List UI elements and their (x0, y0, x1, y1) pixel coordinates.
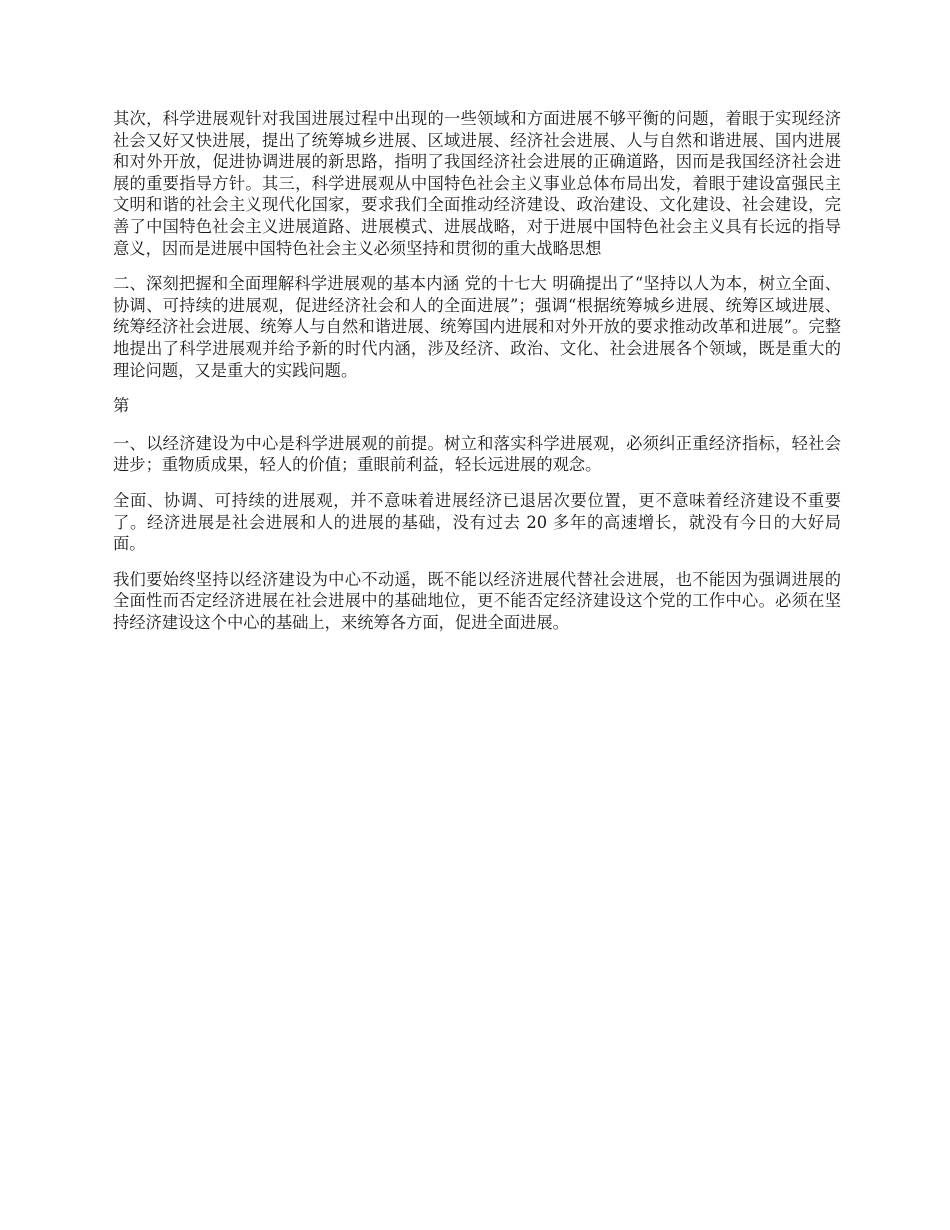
paragraph-scientific-outlook-significance: 其次，科学进展观针对我国进展过程中出现的一些领域和方面进展不够平衡的问题，着眼于实现经济社会又好又快进展，提出了统筹城乡进展、区域进展、经济社会进展、人与自然和谐进展、国内进展和对外开放，促进协调进展的新思路，指明了我国经济社会进展的正确道路，因而是我国经济社会进展的重要指导方针。其三，科学进展观从中国特色社会主义事业总体布局出发，着眼于建设富强民主文明和谐的社会主义现代化国家，要求我们全面推动经济建设、政治建设、文化建设、社会建设，完善了中国特色社会主义进展道路、进展模式、进展战略，对于进展中国特色社会主义具有长远的指导意义，因而是进展中国特色社会主义必须坚持和贯彻的重大战略思想 (113, 109, 841, 258)
paragraph-adhere-to-center: 我们要始终坚持以经济建设为中心不动遥，既不能以经济进展代替社会进展，也不能因为强调进展的全面性而否定经济进展在社会进展中的基础地位，更不能否定经济建设这个党的工作中心。必须在坚持经济建设这个中心的基础上，来统筹各方面，促进全面进展。 (113, 569, 841, 632)
paragraph-basic-connotation: 二、深刻把握和全面理解科学进展观的基本内涵 党的十七大 明确提出了“坚持以人为本，树立全面、协调、可持续的进展观，促进经济社会和人的全面进展”；强调“根据统筹城乡进展、统筹区域进展、统筹经济社会进展、统筹人与自然和谐进展、统筹国内进展和对外开放的要求推动改革和进展”。完整地提出了科学进展观并给予新的时代内涵，涉及经济、政治、文化、社会进展各个领域，既是重大的理论问题，又是重大的实践问题。 (113, 274, 841, 380)
paragraph-development-view: 全面、协调、可持续的进展观，并不意味着进展经济已退居次要位置，更不意味着经济建设不重要了。经济进展是社会进展和人的进展的基础，没有过去 20 多年的高速增长，就没有今日的大好局面。 (113, 490, 841, 554)
paragraph-section-marker: 第 (113, 396, 130, 416)
paragraph-economic-construction-premise: 一、以经济建设为中心是科学进展观的前提。树立和落实科学进展观，必须纠正重经济指标，轻社会进步；重物质成果，轻人的价值；重眼前利益，轻长远进展的观念。 (113, 433, 841, 475)
document-body (113, 108, 841, 647)
